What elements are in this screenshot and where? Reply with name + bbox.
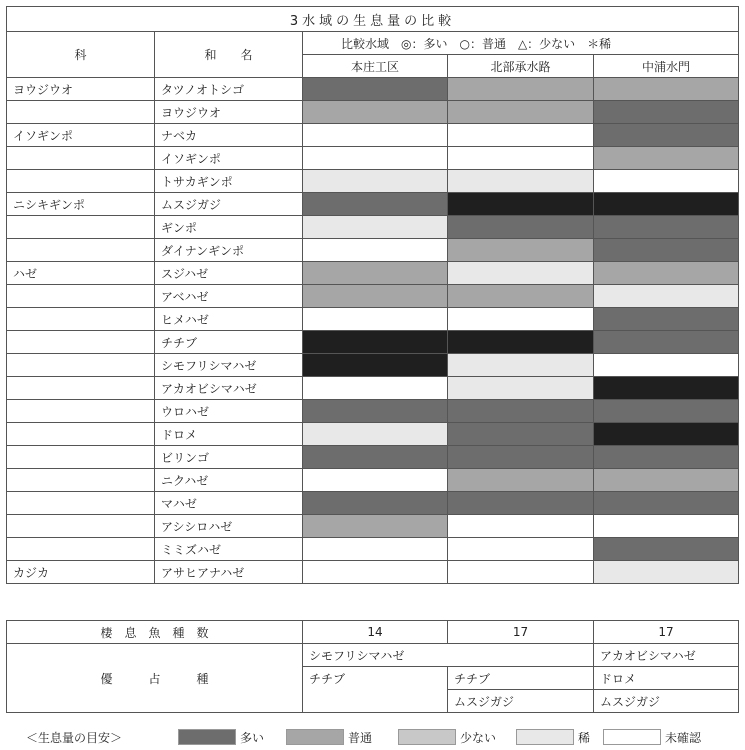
legend-swatch-unknown [603, 729, 661, 745]
abundance-cell-honjo [303, 239, 448, 262]
abundance-cell-nakaura [594, 561, 739, 584]
abundance-cell-nakaura [594, 492, 739, 515]
dominant-hokubu-3: ムスジガジ [448, 690, 594, 713]
dominant-nakaura-1: アカオビシマハゼ [594, 644, 739, 667]
abundance-cell-hokubu [448, 469, 594, 492]
legend-label-few: 少ない [460, 731, 497, 745]
species-name-cell: アシシロハゼ [155, 515, 303, 538]
abundance-cell-hokubu [448, 354, 594, 377]
family-cell: ハゼ [7, 262, 155, 285]
table-row [7, 354, 739, 377]
family-cell [7, 354, 155, 377]
species-name-cell: ギンポ [155, 216, 303, 239]
abundance-cell-honjo [303, 170, 448, 193]
abundance-cell-hokubu [448, 193, 594, 216]
abundance-cell-hokubu [448, 262, 594, 285]
abundance-cell-nakaura [594, 285, 739, 308]
abundance-cell-honjo [303, 492, 448, 515]
site-header-hokubu: 北部承水路 [448, 55, 594, 78]
abundance-cell-nakaura [594, 377, 739, 400]
abundance-cell-hokubu [448, 331, 594, 354]
abundance-cell-nakaura [594, 400, 739, 423]
species-name-cell: ムスジガジ [155, 193, 303, 216]
abundance-cell-hokubu [448, 170, 594, 193]
legend-label-unknown: 未確認 [665, 731, 702, 745]
abundance-cell-nakaura [594, 78, 739, 101]
abundance-cell-honjo [303, 262, 448, 285]
family-cell [7, 216, 155, 239]
legend-label-normal: 普通 [348, 731, 373, 745]
species-count-hokubu: 17 [448, 621, 594, 644]
family-cell [7, 469, 155, 492]
abundance-cell-nakaura [594, 193, 739, 216]
family-cell [7, 308, 155, 331]
species-name-cell: チチブ [155, 331, 303, 354]
abundance-cell-nakaura [594, 170, 739, 193]
species-name-cell: ナベカ [155, 124, 303, 147]
abundance-cell-honjo [303, 515, 448, 538]
legend-swatch-normal [286, 729, 344, 745]
abundance-cell-hokubu [448, 285, 594, 308]
dominant-nakaura-3: ムスジガジ [594, 690, 739, 713]
table-row [7, 331, 739, 354]
family-cell [7, 446, 155, 469]
family-cell [7, 285, 155, 308]
dominant-wide: シモフリシマハゼ [303, 644, 594, 667]
table-row [7, 193, 739, 216]
species-name-cell: ウロハゼ [155, 400, 303, 423]
species-name-cell: トサカギンポ [155, 170, 303, 193]
abundance-cell-hokubu [448, 124, 594, 147]
abundance-cell-hokubu [448, 78, 594, 101]
species-name-cell: イソギンポ [155, 147, 303, 170]
abundance-cell-hokubu [448, 423, 594, 446]
abundance-cell-honjo [303, 101, 448, 124]
dominant-honjo-3 [303, 690, 448, 713]
species-name-cell: ヒメハゼ [155, 308, 303, 331]
abundance-table [6, 6, 739, 584]
abundance-cell-honjo [303, 423, 448, 446]
abundance-cell-hokubu [448, 561, 594, 584]
table-row [7, 377, 739, 400]
family-cell: ヨウジウオ [7, 78, 155, 101]
table-row [7, 423, 739, 446]
table-row [7, 561, 739, 584]
abundance-cell-hokubu [448, 101, 594, 124]
species-name-cell: ダイナンギンポ [155, 239, 303, 262]
family-cell: ニシキギンポ [7, 193, 155, 216]
abundance-cell-honjo [303, 354, 448, 377]
species-name-cell: ミミズハゼ [155, 538, 303, 561]
abundance-cell-nakaura [594, 538, 739, 561]
abundance-cell-honjo [303, 308, 448, 331]
family-cell [7, 515, 155, 538]
table-row [7, 216, 739, 239]
species-name-cell: アベハゼ [155, 285, 303, 308]
abundance-cell-honjo [303, 78, 448, 101]
table-row [7, 446, 739, 469]
table-row [7, 147, 739, 170]
abundance-cell-honjo [303, 124, 448, 147]
species-name-cell: スジハゼ [155, 262, 303, 285]
abundance-cell-honjo [303, 469, 448, 492]
family-cell: イソギンポ [7, 124, 155, 147]
species-count-label: 棲 息 魚 種 数 [7, 621, 303, 644]
abundance-cell-honjo [303, 147, 448, 170]
family-cell [7, 492, 155, 515]
table-row [7, 515, 739, 538]
species-name-cell: ドロメ [155, 423, 303, 446]
dominant-honjo-2: チチブ [303, 667, 448, 690]
abundance-cell-nakaura [594, 423, 739, 446]
species-name-cell: ビリンゴ [155, 446, 303, 469]
site-header-nakaura: 中浦水門 [594, 55, 739, 78]
family-cell [7, 423, 155, 446]
legend-heading: ＜生息量の目安＞ [26, 731, 123, 745]
abundance-cell-nakaura [594, 515, 739, 538]
abundance-cell-honjo [303, 216, 448, 239]
abundance-cell-nakaura [594, 354, 739, 377]
family-cell [7, 147, 155, 170]
dominant-nakaura-2: ドロメ [594, 667, 739, 690]
table-row [7, 239, 739, 262]
abundance-cell-honjo [303, 193, 448, 216]
abundance-cell-honjo [303, 331, 448, 354]
abundance-cell-nakaura [594, 216, 739, 239]
abundance-cell-honjo [303, 446, 448, 469]
table-row [7, 262, 739, 285]
abundance-cell-nakaura [594, 101, 739, 124]
abundance-cell-honjo [303, 538, 448, 561]
family-header: 科 [7, 32, 155, 78]
abundance-cell-honjo [303, 285, 448, 308]
abundance-cell-hokubu [448, 239, 594, 262]
abundance-cell-honjo [303, 377, 448, 400]
species-count-honjo: 14 [303, 621, 448, 644]
table-row [7, 124, 739, 147]
abundance-cell-nakaura [594, 469, 739, 492]
family-cell: カジカ [7, 561, 155, 584]
dominant-hokubu-2: チチブ [448, 667, 594, 690]
table-row [7, 101, 739, 124]
abundance-cell-nakaura [594, 239, 739, 262]
species-count-nakaura: 17 [594, 621, 739, 644]
family-cell [7, 377, 155, 400]
abundance-cell-nakaura [594, 262, 739, 285]
species-name-cell: シモフリシマハゼ [155, 354, 303, 377]
site-header-honjo: 本庄工区 [303, 55, 448, 78]
abundance-cell-hokubu [448, 308, 594, 331]
abundance-cell-hokubu [448, 492, 594, 515]
name-header: 和 名 [155, 32, 303, 78]
legend [18, 727, 738, 747]
table-row [7, 492, 739, 515]
species-name-cell: マハゼ [155, 492, 303, 515]
table-row [7, 400, 739, 423]
table-row [7, 170, 739, 193]
legend-swatch-rare [516, 729, 574, 745]
family-cell [7, 239, 155, 262]
abundance-cell-nakaura [594, 308, 739, 331]
compare-note: 比較水域 ◎：多い ○：普通 △：少ない ＊稀 [303, 32, 739, 55]
legend-label-rare: 稀 [578, 731, 591, 745]
family-cell [7, 331, 155, 354]
abundance-cell-nakaura [594, 331, 739, 354]
abundance-cell-honjo [303, 561, 448, 584]
table-title: 3水域の生息量の比較 [7, 7, 739, 32]
family-cell [7, 400, 155, 423]
abundance-cell-hokubu [448, 515, 594, 538]
family-cell [7, 101, 155, 124]
table-row [7, 78, 739, 101]
family-cell [7, 538, 155, 561]
species-name-cell: タツノオトシゴ [155, 78, 303, 101]
abundance-cell-hokubu [448, 216, 594, 239]
table-row [7, 469, 739, 492]
abundance-cell-hokubu [448, 538, 594, 561]
legend-label-many: 多い [240, 731, 265, 745]
summary-table [6, 620, 739, 713]
abundance-cell-nakaura [594, 124, 739, 147]
legend-swatch-few [398, 729, 456, 745]
abundance-cell-nakaura [594, 446, 739, 469]
abundance-cell-hokubu [448, 377, 594, 400]
table-row [7, 308, 739, 331]
legend-swatch-many [178, 729, 236, 745]
species-name-cell: アサヒアナハゼ [155, 561, 303, 584]
family-cell [7, 170, 155, 193]
species-name-cell: ニクハゼ [155, 469, 303, 492]
table-row [7, 285, 739, 308]
table-row [7, 538, 739, 561]
dominant-label: 優 占 種 [7, 644, 303, 713]
abundance-cell-honjo [303, 400, 448, 423]
abundance-cell-hokubu [448, 446, 594, 469]
abundance-cell-hokubu [448, 400, 594, 423]
abundance-cell-hokubu [448, 147, 594, 170]
species-name-cell: アカオビシマハゼ [155, 377, 303, 400]
abundance-cell-nakaura [594, 147, 739, 170]
species-name-cell: ヨウジウオ [155, 101, 303, 124]
